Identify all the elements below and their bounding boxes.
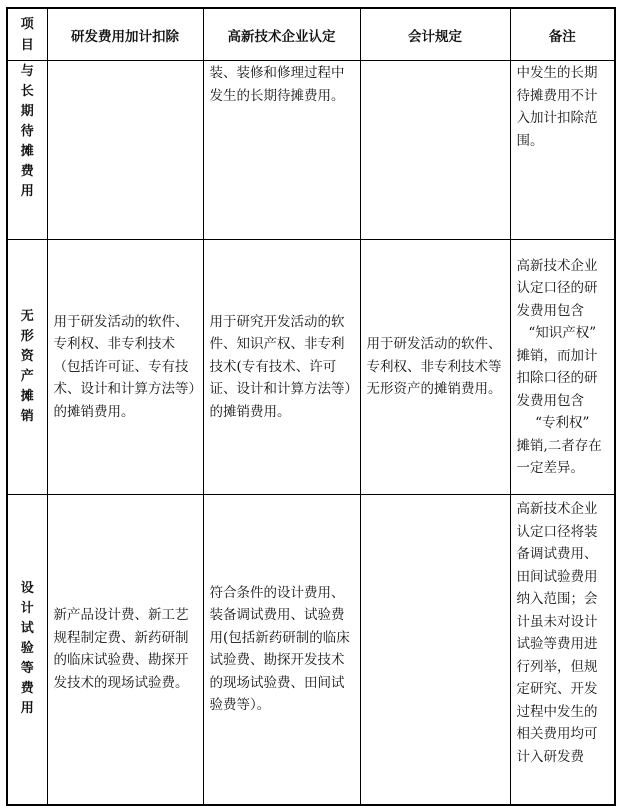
header-high-tech: 高新技术企业认定	[203, 8, 360, 61]
cell-high-tech: 装、装修和修理过程中发生的长期待摊费用。	[203, 61, 360, 240]
header-remarks: 备注	[510, 8, 615, 61]
header-rd-deduction: 研发费用加计扣除	[47, 8, 203, 61]
header-item-line: 项	[20, 16, 34, 32]
item-char: 产	[20, 369, 34, 384]
item-char: 费	[20, 164, 34, 179]
cell-high-tech: 用于研究开发活动的软件、知识产权、非专利技术(专有技术、许可证、设计和计算方法等）的摊销费用。	[203, 240, 360, 495]
cell-accounting	[360, 61, 510, 240]
header-item	[7, 8, 47, 61]
cell-high-tech: 符合条件的设计费用、装备调试费用、试验费用(包括新药研制的临床试验费、勘探开发技术的现场试验费、田间试验费等）。	[203, 495, 360, 805]
cell-remarks: 中发生的长期待摊费用不计入加计扣除范围。	[510, 61, 615, 240]
item-char: 长	[20, 84, 34, 99]
remark-quote: “专利权”	[535, 415, 590, 431]
item-char: 费	[20, 681, 34, 697]
item-char: 试	[20, 621, 34, 637]
cell-remarks	[510, 240, 615, 495]
row-item-label	[7, 61, 47, 240]
item-char: 摊	[20, 389, 34, 404]
cell-remarks: 高新技术企业认定口径将装备调试费用、田间试验费用纳入范围；会计虽未对设计试验等费用进行列举，但规定研究、开发过程中发生的相关费用均可计入研发费	[510, 495, 615, 805]
header-accounting: 会计规定	[360, 8, 510, 61]
table-row	[7, 495, 615, 805]
row-item-label	[7, 240, 47, 495]
remark-text: 摊销，而加计扣除口径的研发费用包含	[516, 347, 598, 409]
item-char: 计	[20, 601, 34, 617]
item-char: 验	[20, 641, 34, 657]
item-char: 形	[20, 329, 34, 344]
item-char: 无	[20, 309, 34, 324]
item-char: 销	[20, 409, 34, 424]
remark-quote: “知识产权”	[528, 325, 597, 341]
item-char: 资	[20, 349, 34, 364]
item-char: 设	[20, 581, 34, 597]
table-row	[7, 240, 615, 495]
item-char: 等	[20, 661, 34, 677]
remark-text: 摊销,二者存在一定差异。	[516, 437, 602, 476]
header-row	[7, 8, 615, 61]
item-char: 期	[20, 104, 34, 119]
cell-accounting: 用于研发活动的软件、专利权、非专利技术等无形资产的摊销费用。	[360, 240, 510, 495]
item-char: 待	[20, 124, 34, 139]
cell-rd-deduction: 用于研发活动的软件、专利权、非专利技术（包括许可证、专有技术、设计和计算方法等）的摊销费用。	[47, 240, 203, 495]
item-char: 与	[20, 64, 34, 79]
comparison-table	[6, 7, 616, 806]
header-item-line: 目	[20, 37, 34, 53]
row-item-label	[7, 495, 47, 805]
item-char: 用	[20, 701, 34, 717]
cell-rd-deduction: 新产品设计费、新工艺规程制定费、新药研制的临床试验费、勘探开发技术的现场试验费。	[47, 495, 203, 805]
item-char: 摊	[20, 144, 34, 159]
cell-accounting	[360, 495, 510, 805]
item-char: 用	[20, 184, 34, 199]
table-row	[7, 61, 615, 240]
cell-rd-deduction	[47, 61, 203, 240]
remark-text: 高新技术企业认定口径的研发费用包含	[516, 257, 598, 319]
